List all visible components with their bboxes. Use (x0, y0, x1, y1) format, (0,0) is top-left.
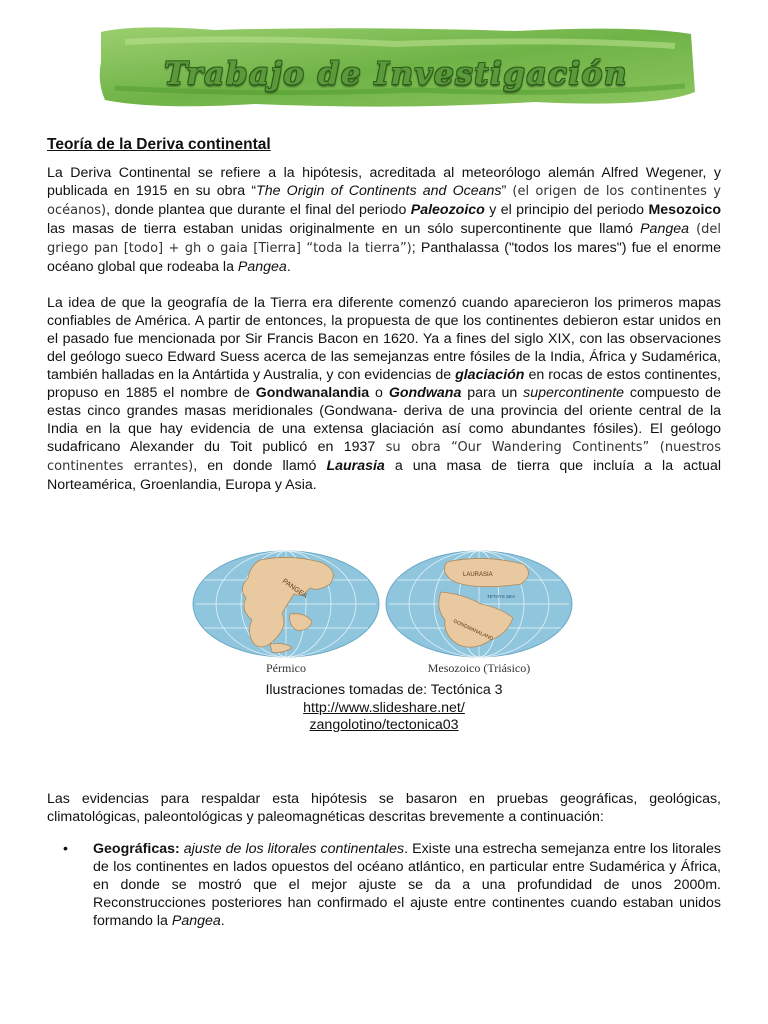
text: . (220, 913, 225, 929)
text: y el principio del periodo (484, 202, 649, 218)
bullet-text (93, 840, 721, 930)
paragraph-historia (47, 294, 721, 494)
term-supercontinente: supercontinente (523, 385, 625, 401)
term-mesozoico: Mesozoico (648, 202, 721, 218)
map-label-laurasia: LAURASIA (463, 572, 493, 578)
gloss: (del griego pan [todo] + gh o gaia [Tierra] “toda la tierra”) (47, 222, 721, 256)
term-gondwanalandia: Gondwanalandia (255, 385, 370, 401)
text: , donde plantea que durante el final del periodo (106, 202, 411, 218)
map-label-gondwanaland: GONDWANALAND (452, 618, 494, 643)
map-label-pangea: PANGEA (280, 577, 309, 601)
text: La idea de que la geografía de la Tierra era diferente comenzó cuando aparecieron los primeros mapas confiables de América. A partir de entonces, la propuesta de que los continentes debieron estar unidos en el pasado fue mencionada por Sir Francis Bacon en 1620. Ya a fines del siglo XIX, con las observaciones del geólogo sueco Edward Suess acerca de las semejanzas entre fósiles de la India, África y Sudamérica, también halladas en la Antártida y Australia, y con evidencias de (47, 295, 721, 383)
text: o (369, 385, 389, 401)
term-laurasia: Laurasia (326, 458, 385, 474)
list-item-geograficas (63, 840, 721, 930)
text: . (286, 259, 291, 275)
map-caption-permico: Pérmico (266, 661, 306, 675)
text (689, 221, 696, 237)
permico-map-image (190, 548, 382, 660)
text: , en donde llamó (193, 458, 327, 474)
text: las masas de tierra estaban unidas originalmente en un sólo supercontinente que llamó (47, 221, 641, 237)
caption-source: Ilustraciones tomadas de: Tectónica 3 (265, 682, 503, 698)
text: compuesto de estas cinco grandes masas meridionales (Gondwana- deriva de una provincia del oriente central de la India en la que hay evidencia de una extensa glaciación así como abundantes fósiles). El geólogo sudafricano Alexander du Toit publicó en 1937 (47, 385, 721, 455)
text: La Deriva Continental se refiere a la hipótesis, acreditada al meteorólogo alemán Alfred Wegener, y publicada en 1915 en su obra “ (47, 165, 721, 199)
text: para un (461, 385, 524, 401)
term-glaciacion: glaciación (455, 367, 525, 383)
text: en rocas de estos continentes, propuso en 1885 el nombre de (47, 367, 721, 401)
main-content (47, 136, 721, 494)
book-title: The Origin of Continents and Oceans (256, 183, 502, 199)
source-link-part2[interactable]: zangolotino/tectonica03 (309, 717, 459, 733)
bullet-label: Geográficas: (93, 841, 180, 857)
evidence-intro: Las evidencias para respaldar esta hipótesis se basaron en pruebas geográficas, geológicas, climatológicas, paleontológicas y paleomagnéticas descritas brevemente a continuación: (47, 791, 721, 825)
term-pangea: Pangea (640, 221, 690, 237)
text: a una masa de tierra que incluía a la actual Norteamérica, Groenlandia, Europa y Asia. (47, 458, 721, 493)
source-link-part1[interactable]: http://www.slideshare.net/ (303, 699, 465, 716)
section-title: Teoría de la Deriva continental (47, 136, 271, 153)
text: . Existe una estrecha semejanza entre los litorales de los continentes en lados opuestos del océano atlántico, en particular entre Sudamérica y África, en donde se mostró que el mejor ajuste se da a una profundidad de unos 2000m. Reconstrucciones posteriores han confirmado el ajuste entre continentes cuando estaban unidos formando la (93, 841, 721, 929)
title-banner (95, 22, 697, 112)
banner-title: Trabajo de Investigación (164, 56, 628, 92)
paragraph-deriva (47, 164, 721, 276)
triasico-map (383, 548, 575, 676)
bullet-dot: • (63, 841, 68, 857)
text: ; Panthalassa ("todos los mares") fue el enorme océano global que rodeaba la (47, 240, 721, 275)
map-caption-triasico: Mesozoico (Triásico) (427, 661, 531, 675)
figure-caption (200, 682, 568, 735)
gloss: su obra “Our Wandering Continents” (nuestros continentes errantes) (47, 440, 722, 474)
map-label-tethys: TETHYS SEA (487, 594, 516, 599)
bullet-subtitle: ajuste de los litorales continentales (183, 841, 405, 857)
permico-map (190, 548, 382, 676)
pangea-figure (190, 548, 575, 676)
term-pangea: Pangea (237, 259, 287, 275)
triasico-map-image (383, 548, 575, 660)
term-gondwana: Gondwana (388, 385, 462, 401)
gloss: (el origen de los continentes y océanos) (47, 184, 721, 218)
term-paleozoico: Paleozoico (410, 202, 485, 218)
text: ” (501, 183, 513, 199)
term-pangea: Pangea (171, 913, 221, 929)
